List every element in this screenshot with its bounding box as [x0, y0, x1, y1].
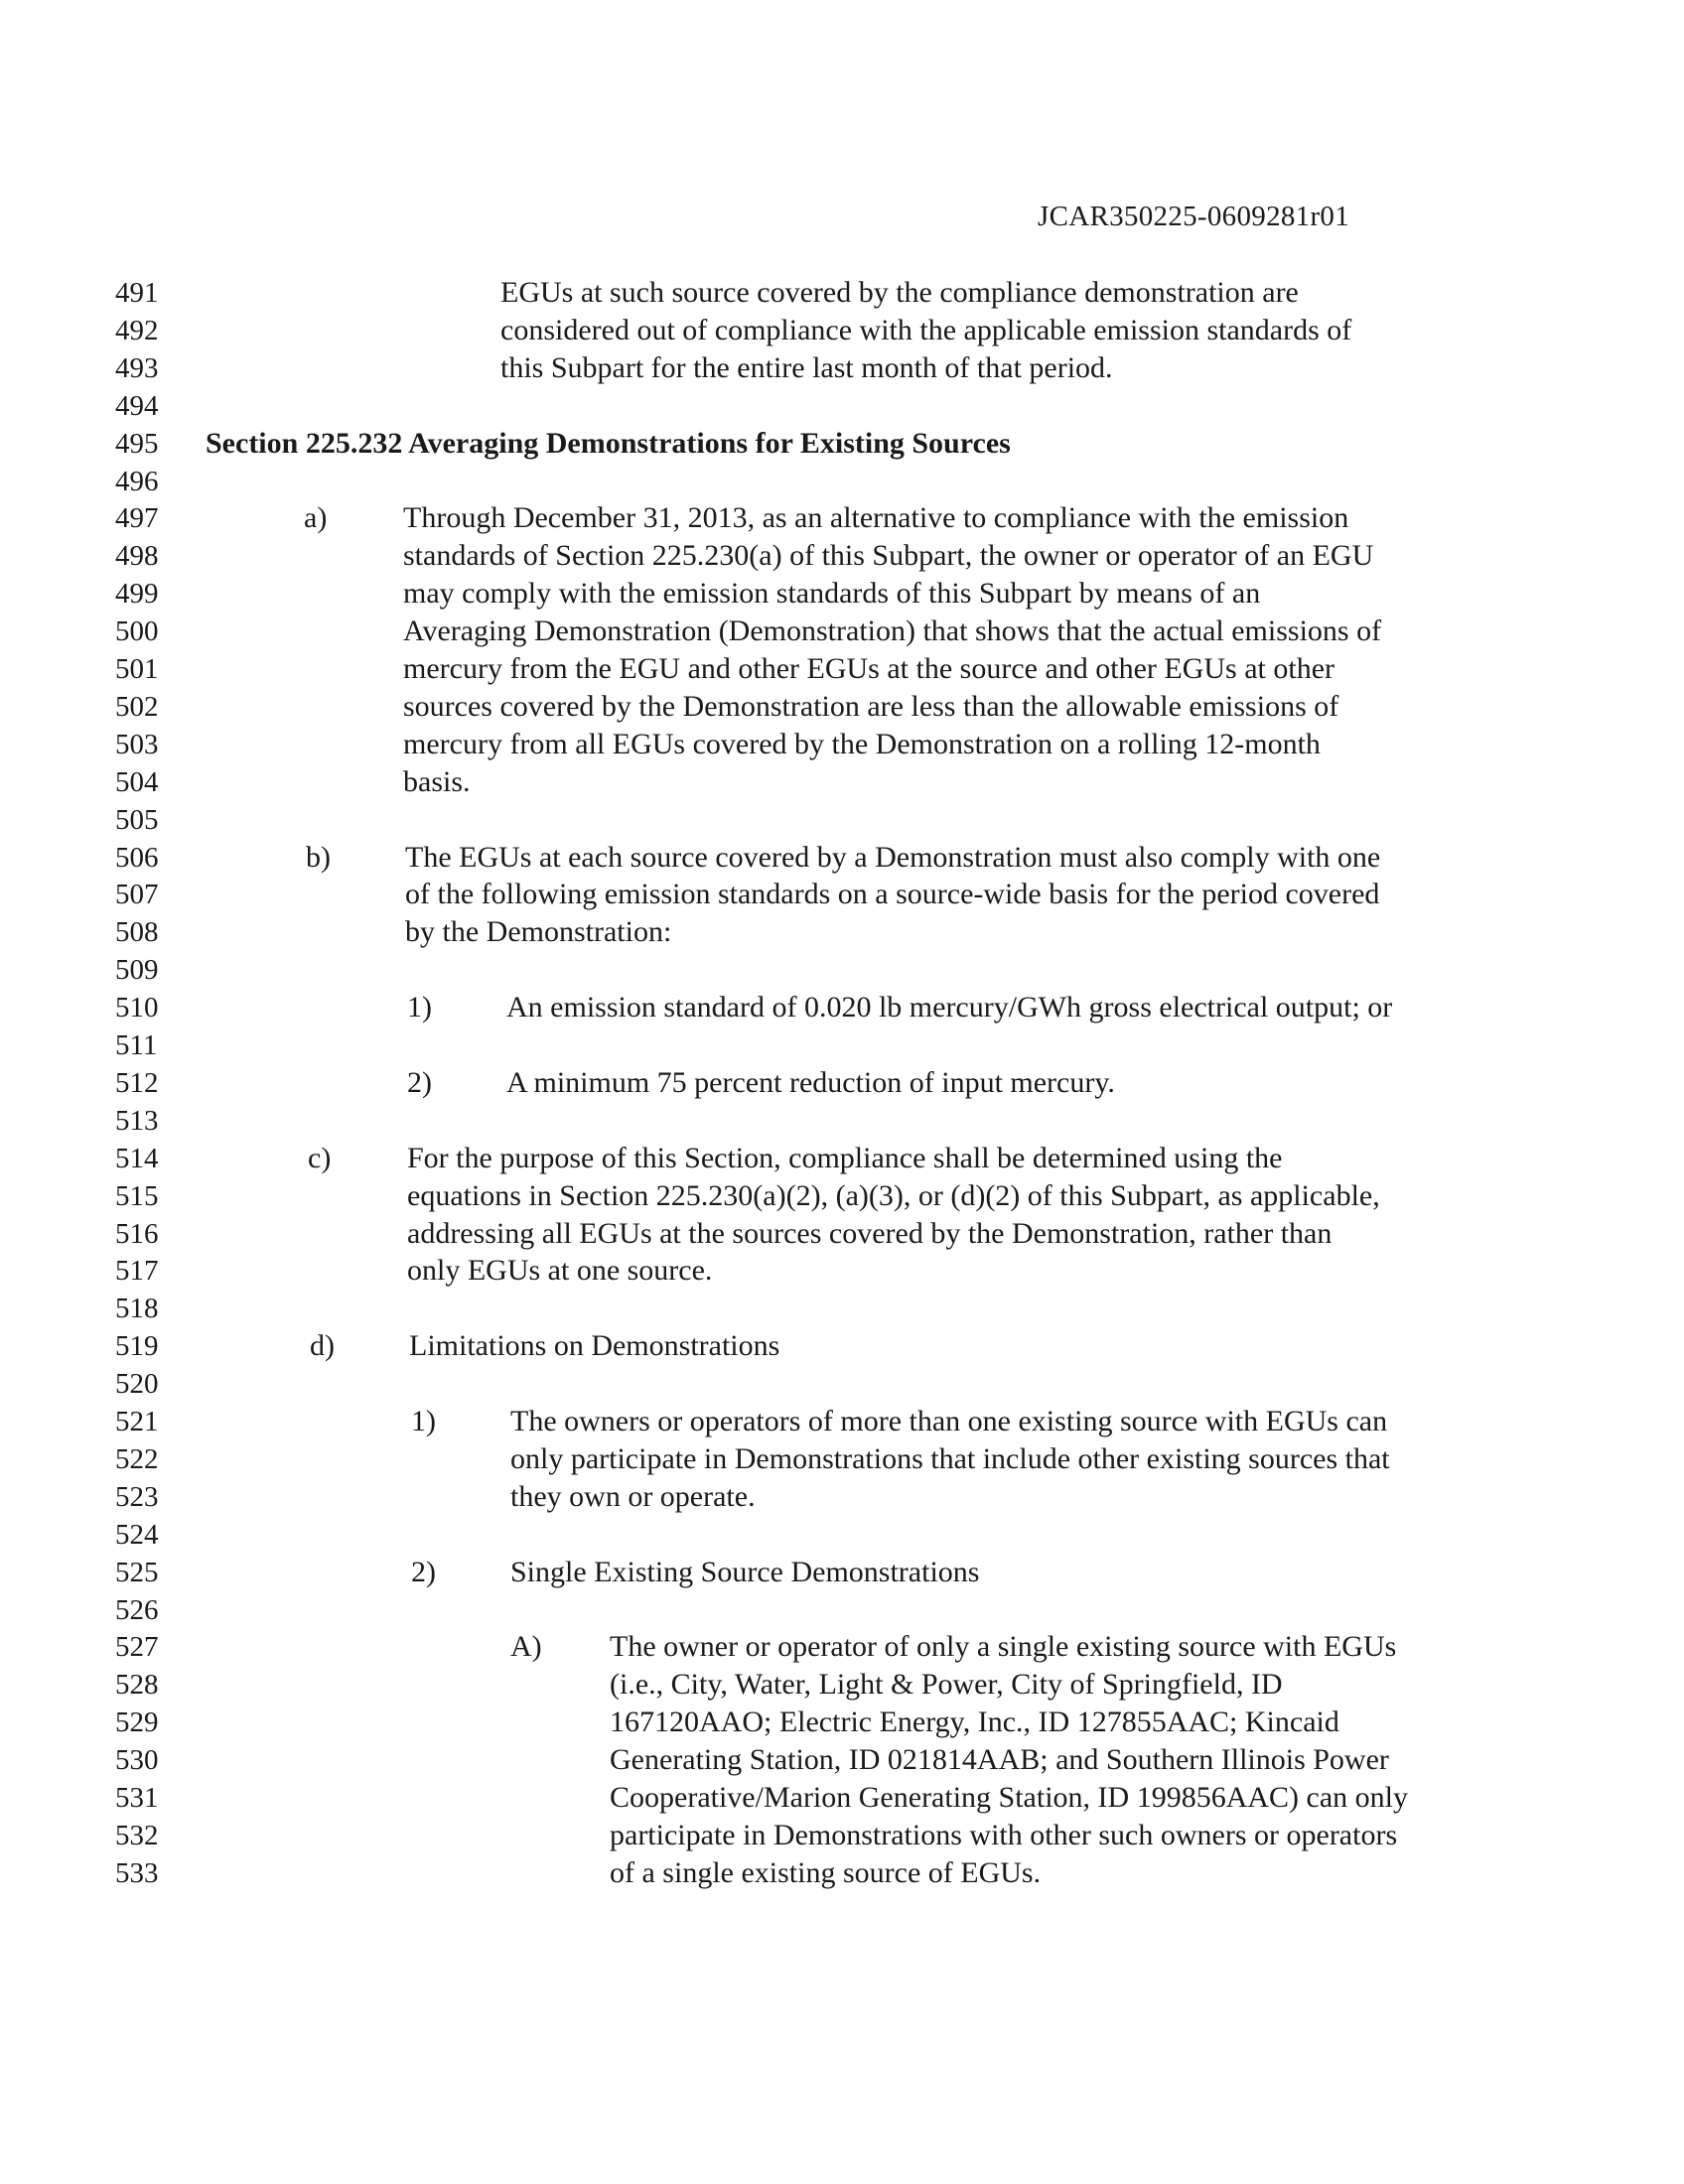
line-number: 514: [115, 1142, 159, 1174]
line-number: 513: [115, 1104, 159, 1137]
document-line: [0, 1215, 1684, 1253]
line-number: 517: [115, 1255, 159, 1288]
document-line: [0, 839, 1684, 877]
line-text: The EGUs at each source covered by a Demonstration must also comply with one: [405, 840, 1381, 874]
document-line: [0, 1252, 1684, 1290]
line-number: 518: [115, 1293, 159, 1325]
line-number: 524: [115, 1518, 159, 1551]
document-line: [0, 1554, 1684, 1591]
document-header-id: JCAR350225-0609281r01: [1038, 201, 1350, 232]
line-number: 512: [115, 1066, 159, 1099]
line-text: may comply with the emission standards of this Subpart by means of an: [403, 577, 1261, 611]
document-line: [0, 1440, 1684, 1478]
document-line: [0, 1854, 1684, 1892]
document-line: [0, 1102, 1684, 1140]
document-line: [0, 1628, 1684, 1666]
document-line: [0, 876, 1684, 913]
line-number: 501: [115, 653, 159, 685]
line-number: 503: [115, 728, 159, 760]
document-line: [0, 1290, 1684, 1327]
line-text: mercury from all EGUs covered by the Demonstration on a rolling 12-month: [403, 727, 1321, 760]
document-line: [0, 1817, 1684, 1854]
document-line: [0, 1779, 1684, 1817]
line-text: 2): [407, 1065, 432, 1099]
line-number: 494: [115, 389, 159, 422]
document-line: [0, 387, 1684, 425]
line-number: 519: [115, 1330, 159, 1363]
line-number: 502: [115, 690, 159, 723]
document-line: [0, 463, 1684, 500]
line-text: EGUs at such source covered by the compliance demonstration are: [500, 276, 1299, 309]
line-number: 510: [115, 992, 159, 1024]
document-line: [0, 1327, 1684, 1365]
line-number: 491: [115, 277, 159, 309]
document-line: [0, 951, 1684, 989]
line-text: (i.e., City, Water, Light & Power, City of Springfield, ID: [610, 1668, 1283, 1702]
line-number: 526: [115, 1593, 159, 1626]
line-text: basis.: [403, 764, 471, 798]
line-number: 495: [115, 427, 159, 460]
document-line: [0, 1365, 1684, 1403]
document-line: [0, 913, 1684, 951]
line-number: 528: [115, 1669, 159, 1702]
line-number: 525: [115, 1556, 159, 1588]
document-line: [0, 613, 1684, 650]
document-line: [0, 1140, 1684, 1177]
line-text: Generating Station, ID 021814AAB; and Southern Illinois Power: [610, 1743, 1389, 1777]
document-line: [0, 650, 1684, 688]
line-number: 508: [115, 916, 159, 949]
line-number: 521: [115, 1406, 159, 1437]
line-text: 1): [407, 991, 432, 1024]
line-text: they own or operate.: [510, 1479, 756, 1513]
document-line: [0, 499, 1684, 537]
document-line: [0, 1591, 1684, 1629]
document-line: [0, 1741, 1684, 1779]
line-number: 500: [115, 615, 159, 648]
document-line: [0, 349, 1684, 387]
line-number: 527: [115, 1631, 159, 1664]
line-number: 509: [115, 954, 159, 987]
document-line: [0, 1403, 1684, 1440]
document-line: [0, 688, 1684, 726]
line-number: 499: [115, 578, 159, 611]
line-number: 492: [115, 314, 159, 346]
document-line: [0, 312, 1684, 349]
document-line: [0, 1666, 1684, 1704]
line-text: only participate in Demonstrations that include other existing sources that: [510, 1441, 1390, 1475]
line-text: A minimum 75 percent reduction of input mercury.: [506, 1065, 1115, 1099]
document-line: [0, 763, 1684, 801]
line-text: 2): [411, 1555, 436, 1588]
line-number: 504: [115, 765, 159, 798]
document-line: [0, 1516, 1684, 1554]
section-heading: Section 225.232 Averaging Demonstrations for Existing Sources: [206, 426, 1011, 460]
line-number: 515: [115, 1179, 159, 1212]
line-text: by the Demonstration:: [405, 915, 672, 949]
line-text: Limitations on Demonstrations: [409, 1329, 780, 1363]
line-number: 533: [115, 1856, 159, 1889]
line-text: An emission standard of 0.020 lb mercury/GWh gross electrical output; or: [506, 991, 1393, 1024]
line-number: 520: [115, 1368, 159, 1401]
line-text: d): [310, 1329, 335, 1363]
document-line: [0, 1478, 1684, 1516]
document-line: [0, 1026, 1684, 1064]
line-number: 507: [115, 879, 159, 911]
document-line: [0, 801, 1684, 839]
line-number: 532: [115, 1819, 159, 1851]
line-number: 498: [115, 540, 159, 573]
line-text: 167120AAO; Electric Energy, Inc., ID 127855AAC; Kincaid: [610, 1706, 1339, 1739]
document-line: [0, 1064, 1684, 1102]
line-text: mercury from the EGU and other EGUs at the source and other EGUs at other: [403, 652, 1335, 685]
line-number: 529: [115, 1706, 159, 1739]
line-text: this Subpart for the entire last month of that period.: [500, 350, 1113, 384]
document-line: [0, 1704, 1684, 1741]
line-text: only EGUs at one source.: [407, 1254, 713, 1288]
line-number: 522: [115, 1442, 159, 1475]
document-line: [0, 274, 1684, 312]
line-text: addressing all EGUs at the sources covered by the Demonstration, rather than: [407, 1216, 1333, 1250]
line-text: of the following emission standards on a source-wide basis for the period covered: [405, 878, 1380, 911]
line-number: 497: [115, 502, 159, 535]
line-text: considered out of compliance with the applicable emission standards of: [500, 313, 1352, 346]
line-text: Through December 31, 2013, as an alternative to compliance with the emission: [403, 501, 1349, 535]
line-text: of a single existing source of EGUs.: [610, 1855, 1042, 1889]
document-line: [0, 989, 1684, 1026]
line-text: Single Existing Source Demonstrations: [510, 1555, 980, 1588]
line-text: a): [304, 501, 328, 535]
line-text: c): [308, 1141, 332, 1174]
line-text: 1): [411, 1405, 436, 1437]
line-text: Cooperative/Marion Generating Station, ID 199856AAC) can only: [610, 1781, 1408, 1814]
document-line: [0, 575, 1684, 613]
line-number: 516: [115, 1217, 159, 1250]
line-number: 531: [115, 1782, 159, 1814]
line-number: 511: [115, 1029, 158, 1061]
line-text: Averaging Demonstration (Demonstration) that shows that the actual emissions of: [403, 614, 1382, 648]
document-line: [0, 726, 1684, 763]
line-number: 493: [115, 351, 159, 384]
line-text: sources covered by the Demonstration are less than the allowable emissions of: [403, 689, 1339, 723]
line-text: b): [306, 840, 331, 874]
line-text: participate in Demonstrations with other such owners or operators: [610, 1818, 1398, 1851]
line-number: 496: [115, 465, 159, 497]
line-text: equations in Section 225.230(a)(2), (a)(3), or (d)(2) of this Subpart, as applicable,: [407, 1178, 1380, 1212]
line-text: The owners or operators of more than one existing source with EGUs can: [510, 1405, 1388, 1437]
line-text: For the purpose of this Section, compliance shall be determined using the: [407, 1141, 1283, 1174]
document-line: [0, 537, 1684, 575]
line-text: standards of Section 225.230(a) of this Subpart, the owner or operator of an EGU: [403, 539, 1374, 573]
line-text: The owner or operator of only a single existing source with EGUs: [610, 1630, 1397, 1664]
line-number: 506: [115, 841, 159, 874]
document-line: [0, 1177, 1684, 1215]
line-text: A): [510, 1630, 542, 1664]
line-number: 523: [115, 1480, 159, 1513]
document-line: [0, 425, 1684, 463]
line-number: 530: [115, 1744, 159, 1777]
line-number: 505: [115, 803, 159, 836]
